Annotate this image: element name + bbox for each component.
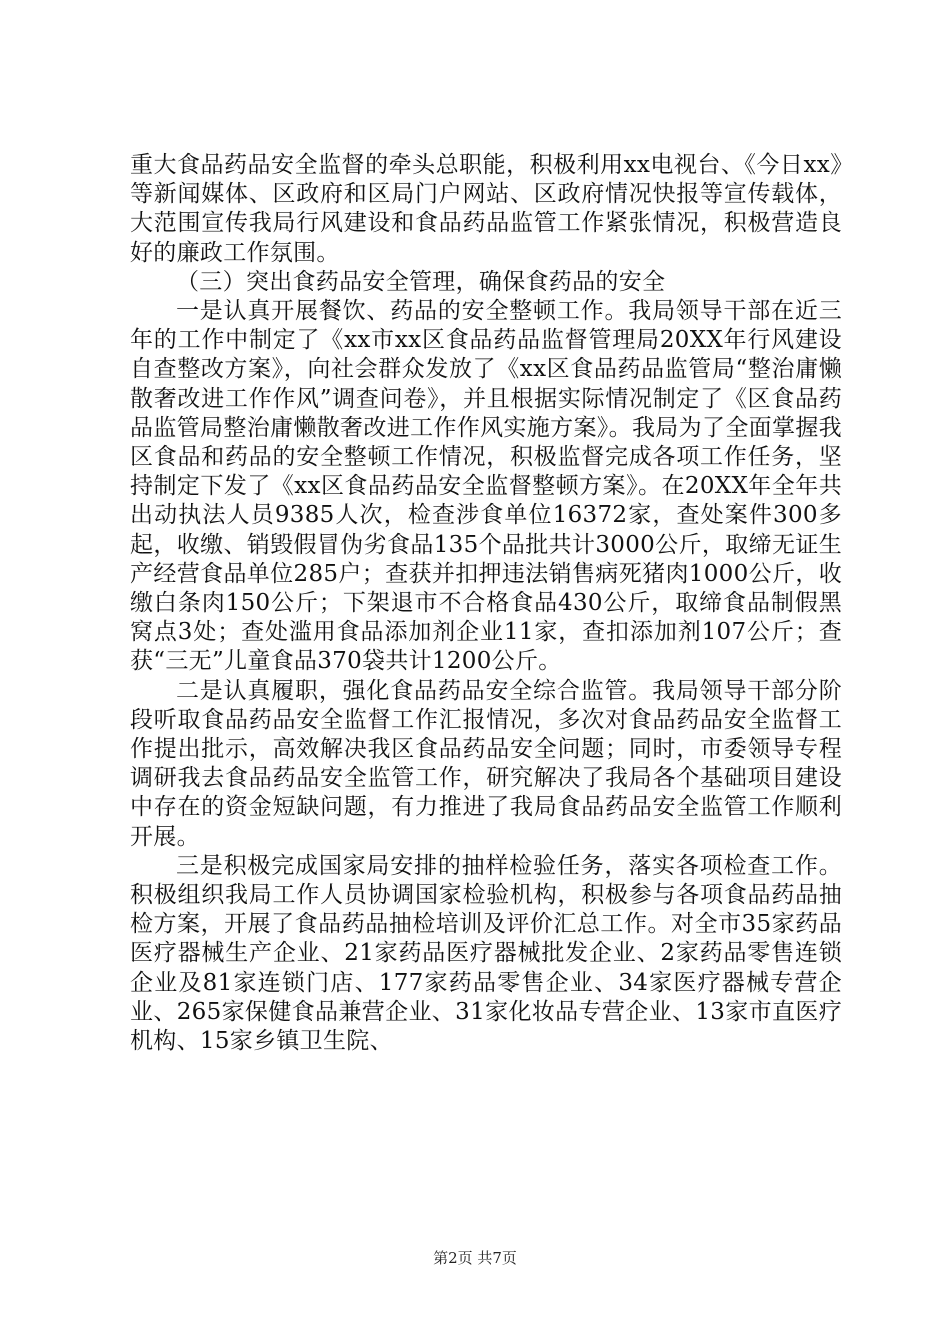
paragraph-item-1: 一是认真开展餐饮、药品的安全整顿工作。我局领导干部在近三年的工作中制定了《xx市xx区食品药品监督管理局20XX年行风建设自查整改方案》，向社会群众发放了《xx区食品药品监管局“整治庸懒散奢改进工作作风”调查问卷》，并且根据实际情况制定了《区食品药品监管局整治庸懒散奢改进工作作风实施方案》。我局为了全面掌握我区食品和药品的安全整顿工作情况，积极监督完成各项工作任务，坚持制定下发了《xx区食品药品安全监督整顿方案》。在20XX年全年共出动执法人员9385人次，检查涉食单位16372家，查处案件300多起，收缴、销毁假冒伪劣食品135个品批共计3000公斤，取缔无证生产经营食品单位285户；查获并扣押违法销售病死猪肉1000公斤，收缴白条肉150公斤；下架退市不合格食品430公斤，取缔食品制假黑窝点3处；查处滥用食品添加剂企业11家，查扣添加剂107公斤；查获“三无”儿童食品370袋共计1200公斤。 [130, 298, 842, 675]
page-number: 第2页 共7页 [433, 1249, 517, 1267]
document-body [130, 151, 842, 1056]
section-heading-3: （三）突出食药品安全管理，确保食药品的安全 [176, 268, 666, 295]
paragraph-continued: 重大食品药品安全监督的牵头总职能，积极利用xx电视台、《今日xx》等新闻媒体、区政府和区局门户网站、区政府情况快报等宣传载体，大范围宣传我局行风建设和食品药品监管工作紧张情况，积极营造良好的廉政工作氛围。 [130, 152, 842, 266]
paragraph-item-3: 三是积极完成国家局安排的抽样检验任务，落实各项检查工作。积极组织我局工作人员协调国家检验机构，积极参与各项食品药品抽检方案，开展了食品药品抽检培训及评价汇总工作。对全市35家药品医疗器械生产企业、21家药品医疗器械批发企业、2家药品零售连锁企业及81家连锁门店、177家药品零售企业、34家医疗器械专营企业、265家保健食品兼营企业、31家化妆品专营企业、13家市直医疗机构、15家乡镇卫生院、 [130, 852, 842, 1055]
paragraph-item-2: 二是认真履职，强化食品药品安全综合监管。我局领导干部分阶段听取食品药品安全监督工作汇报情况，多次对食品药品安全监督工作提出批示，高效解决我区食品药品安全问题；同时，市委领导专程调研我去食品药品安全监管工作，研究解决了我局各个基础项目建设中存在的资金短缺问题，有力推进了我局食品药品安全监管工作顺利开展。 [130, 677, 842, 850]
